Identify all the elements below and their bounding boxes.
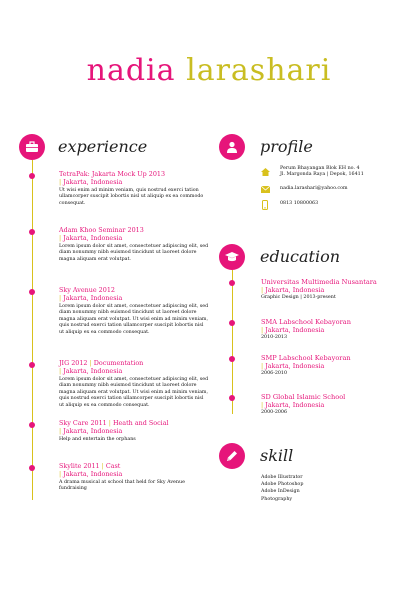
skill-list <box>261 474 303 503</box>
skill-heading: skill <box>260 446 294 465</box>
experience-entry: Sky Care 2011 | Heath and Social | Jakarta, Indonesia Help and entertain the orphans <box>59 419 209 443</box>
entry-location: Jakarta, Indonesia <box>63 470 123 478</box>
experience-entry: JIG 2012 | Documentation | Jakarta, Indonesia Lorem ipsum dolor sit amet, consectetuer adipiscing elit, sed diam nonummy nibh euismod tincidunt ut laoreet dolore magna aliquam erat volutpat. Ut wisi enim ad minim veniam, quis nostrud exerci tation ullamcorper suscipit lobortis nisl ut aliquip ex ea commodo consequat. <box>59 359 209 408</box>
experience-timeline <box>32 160 33 500</box>
experience-heading: experience <box>58 137 148 156</box>
school-location: Jakarta, Indonesia <box>265 326 325 334</box>
entry-title: Skylite 2011 <box>59 462 100 470</box>
graduation-cap-icon <box>225 250 239 264</box>
person-icon <box>225 140 239 154</box>
pencil-icon <box>225 449 239 463</box>
entry-description: Lorem ipsum dolor sit amet, consectetuer adipiscing elit, sed diam nonummy nibh euismod tincidunt ut laoreet dolore magna aliquam erat volutpat. <box>59 244 209 262</box>
profile-email: nadia.larashari@yahoo.com <box>280 186 348 191</box>
education-entry: SMA Labschool Kebayoran | Jakarta, Indonesia 2010-2013 <box>261 318 411 341</box>
experience-entry: TetraPak: Jakarta Mock Up 2013 | Jakarta, Indonesia Ut wisi enim ad minim veniam, quis nostrud exerci tation ullamcorper suscipit lobortis nisl ut aliquip ex ea commodo consequat. <box>59 170 209 207</box>
entry-title: TetraPak: Jakarta Mock Up 2013 <box>59 170 166 178</box>
profile-address <box>280 166 364 179</box>
entry-description: A drama musical at school that held for Sky Avenue fundraising <box>59 480 185 492</box>
school-detail: 2006-2010 <box>261 371 288 376</box>
first-name: nadia <box>86 53 176 88</box>
address-line-2: Jl. Margonda Raya | Depok, 16411 <box>280 172 364 178</box>
entry-title: Sky Avenue 2012 <box>59 286 115 294</box>
entry-title-extra: Heath and Social <box>112 419 169 427</box>
education-entry: Universitas Multimedia Nusantara | Jakarta, Indonesia Graphic Design | 2013-present <box>261 278 411 301</box>
profile-phone: 0813 10800063 <box>280 201 319 206</box>
entry-location: Jakarta, Indonesia <box>63 367 123 375</box>
skill-item: Adobe Photoshop <box>261 482 304 488</box>
timeline-dot <box>29 229 35 235</box>
experience-entry: Sky Avenue 2012 | Jakarta, Indonesia Lorem ipsum dolor sit amet, consectetuer adipiscing elit, sed diam nonummy nibh euismod tincidunt ut laoreet dolore magna aliquam erat volutpat. Ut wisi enim ad minim veniam, quis nostrud exerci tation ullamcorper suscipit lobortis nisl ut aliquip ex ea commodo consequat. <box>59 286 209 335</box>
education-heading: education <box>260 247 340 266</box>
experience-entry: Skylite 2011 | Cast | Jakarta, Indonesia A drama musical at school that held for Sky Avenue fundraising <box>59 462 209 493</box>
timeline-dot <box>29 289 35 295</box>
entry-description: Lorem ipsum dolor sit amet, consectetuer adipiscing elit, sed diam nonummy nibh euismod tincidunt ut laoreet dolore magna aliquam erat volutpat. Ut wisi enim ad minim veniam, quis nostrud exerci tation ullamcorper suscipit lobortis nisl ut aliquip ex ea commodo consequat. <box>59 377 209 408</box>
school-name: SD Global Islamic School <box>261 393 346 401</box>
last-name: larashari <box>186 53 332 88</box>
entry-description: Ut wisi enim ad minim veniam, quis nostrud exerci tation ullamcorper suscipit lobortis nisl ut aliquip ex ea commodo consequat. <box>59 188 204 206</box>
skill-item: Adobe InDesign <box>261 489 300 495</box>
entry-title: Sky Care 2011 <box>59 419 107 427</box>
entry-title-extra: Documentation <box>93 359 144 367</box>
timeline-dot <box>29 173 35 179</box>
school-name: SMP Labschool Kebayoran <box>261 354 351 362</box>
briefcase-icon <box>25 140 39 154</box>
entry-location: Jakarta, Indonesia <box>63 234 123 242</box>
skill-item: Photography <box>261 496 293 502</box>
timeline-dot <box>229 356 235 362</box>
envelope-icon <box>261 186 270 193</box>
profile-icon-circle <box>219 134 245 160</box>
experience-icon-circle <box>19 134 45 160</box>
school-detail: 2010-2013 <box>261 335 288 340</box>
education-timeline <box>232 270 233 414</box>
profile-heading: profile <box>260 137 313 156</box>
home-icon <box>261 168 270 176</box>
entry-description: Help and entertain the orphans <box>59 437 136 442</box>
school-detail: 2000-2006 <box>261 410 288 415</box>
entry-title: Adam Khoo Seminar 2013 <box>59 226 144 234</box>
timeline-dot <box>29 465 35 471</box>
entry-location: Jakarta, Indonesia <box>63 427 123 435</box>
timeline-dot <box>29 362 35 368</box>
school-location: Jakarta, Indonesia <box>265 286 325 294</box>
entry-title: JIG 2012 <box>59 359 88 367</box>
entry-location: Jakarta, Indonesia <box>63 178 123 186</box>
entry-location: Jakarta, Indonesia <box>63 294 123 302</box>
resume-name <box>0 54 418 88</box>
skill-icon-circle <box>219 443 245 469</box>
timeline-dot <box>229 395 235 401</box>
entry-title-extra: Cast <box>105 462 121 470</box>
education-entry: SD Global Islamic School | Jakarta, Indonesia 2000-2006 <box>261 393 411 416</box>
timeline-dot <box>229 280 235 286</box>
school-location: Jakarta, Indonesia <box>265 401 325 409</box>
timeline-dot <box>229 320 235 326</box>
entry-description: Lorem ipsum dolor sit amet, consectetuer adipiscing elit, sed diam nonummy nibh euismod tincidunt ut laoreet dolore magna aliquam erat volutpat. Ut wisi enim ad minim veniam, quis nostrud exerci tation ullamcorper suscipit lobortis nisl ut aliquip ex ea commodo consequat. <box>59 304 209 335</box>
skill-item: Adobe Illustrator <box>261 475 303 480</box>
timeline-dot <box>29 422 35 428</box>
school-location: Jakarta, Indonesia <box>265 362 325 370</box>
phone-icon <box>262 200 268 210</box>
experience-entry: Adam Khoo Seminar 2013 | Jakarta, Indonesia Lorem ipsum dolor sit amet, consectetuer adipiscing elit, sed diam nonummy nibh euismod tincidunt ut laoreet dolore magna aliquam erat volutpat. <box>59 226 209 262</box>
education-icon-circle <box>219 244 245 270</box>
school-name: SMA Labschool Kebayoran <box>261 318 351 326</box>
school-detail: Graphic Design | 2013-present <box>261 295 336 300</box>
address-line-1: Perum Bhayangan Blok EH no. 4 <box>280 166 360 171</box>
education-entry: SMP Labschool Kebayoran | Jakarta, Indonesia 2006-2010 <box>261 354 411 377</box>
school-name: Universitas Multimedia Nusantara <box>261 278 377 286</box>
